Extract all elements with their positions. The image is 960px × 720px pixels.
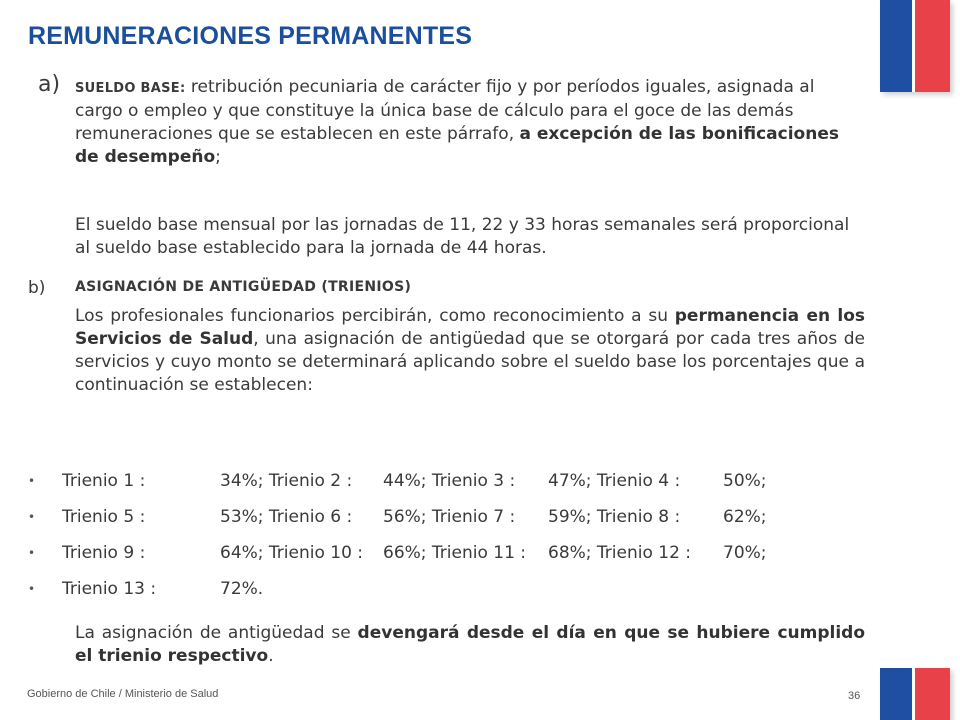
section-b-text-end: , una asignación de antigüedad que se otorgará por cada tres años de servicios y cuyo monto se determinará aplicando sobre el sueldo base los porcentajes que a continuación se establecen: [75, 329, 865, 395]
flag-red-band [915, 668, 950, 720]
trienio-cell: 56%; Trienio 7 : [383, 507, 516, 527]
trienio-cell: 68%; Trienio 12 : [548, 543, 692, 563]
closing-emphasis: devengará desde el día en que se hubiere cumplido el trienio respectivo [75, 623, 866, 666]
flag-blue-band [880, 0, 912, 92]
closing-text: La asignación de antigüedad se [75, 623, 358, 643]
section-b-emphasis: permanencia en los Servicios de Salud [75, 306, 865, 349]
chile-flag-logo-bottom [880, 668, 950, 720]
trienio-cell: 72%. [220, 579, 264, 599]
trienio-cell: 53%; Trienio 6 : [220, 507, 353, 527]
bullet-icon: • [28, 510, 36, 524]
section-a-text: retribución pecuniaria de carácter fijo y por períodos iguales, asignada al cargo o empleo y que constituye la única base de cálculo para el goce de las demás remuneraciones que se establecen en este párrafo, [75, 77, 815, 144]
bullet-icon: • [28, 546, 36, 560]
trienio-row [28, 469, 868, 493]
trienio-cell: 44%; Trienio 3 : [383, 471, 516, 491]
section-b-marker: b) [28, 278, 46, 298]
page-number: 36 [848, 690, 861, 702]
section-a-text-end: ; [215, 147, 221, 167]
section-a-marker: a) [38, 72, 61, 97]
flag-red-band [915, 0, 950, 92]
trienio-cell: 50%; [723, 471, 767, 491]
trienio-row [28, 577, 868, 601]
trienio-cell: 59%; Trienio 8 : [548, 507, 681, 527]
flag-blue-band [880, 668, 912, 720]
trienio-cell: 70%; [723, 543, 767, 563]
section-b-heading: ASIGNACIÓN DE ANTIGÜEDAD (TRIENIOS) [75, 279, 412, 295]
bullet-icon: • [28, 474, 36, 488]
section-a-heading: SUELDO BASE [75, 81, 180, 96]
section-b-text: Los profesionales funcionarios percibirán, como reconocimiento a su [75, 306, 675, 326]
trienio-row [28, 541, 868, 565]
section-a-paragraph-2: El sueldo base mensual por las jornadas de 11, 22 y 33 horas semanales será proporcional al sueldo base establecido para la jornada de 44 horas. [75, 215, 850, 258]
closing-paragraph [75, 622, 865, 668]
trienio-cell: 34%; Trienio 2 : [220, 471, 353, 491]
trienio-cell: 66%; Trienio 11 : [383, 543, 527, 563]
closing-text-end: . [268, 646, 274, 666]
footer-text: Gobierno de Chile / Ministerio de Salud [27, 688, 219, 700]
trienio-cell: Trienio 5 : [62, 507, 146, 527]
trienio-cell: Trienio 1 : [62, 471, 146, 491]
trienio-cell: 64%; Trienio 10 : [220, 543, 364, 563]
section-a-paragraph [75, 76, 865, 169]
section-b-paragraph [75, 305, 865, 397]
chile-flag-logo-top [880, 0, 950, 92]
trienio-cell: Trienio 9 : [62, 543, 146, 563]
section-a-emphasis: a excepción de las bonificaciones de desempeño [75, 124, 839, 167]
bullet-icon: • [28, 582, 36, 596]
trienio-cell: 62%; [723, 507, 767, 527]
section-a-heading-colon: : [179, 81, 186, 96]
page-title: REMUNERACIONES PERMANENTES [28, 22, 473, 50]
trienio-cell: Trienio 13 : [62, 579, 157, 599]
trienio-cell: 47%; Trienio 4 : [548, 471, 681, 491]
trienio-row [28, 505, 868, 529]
